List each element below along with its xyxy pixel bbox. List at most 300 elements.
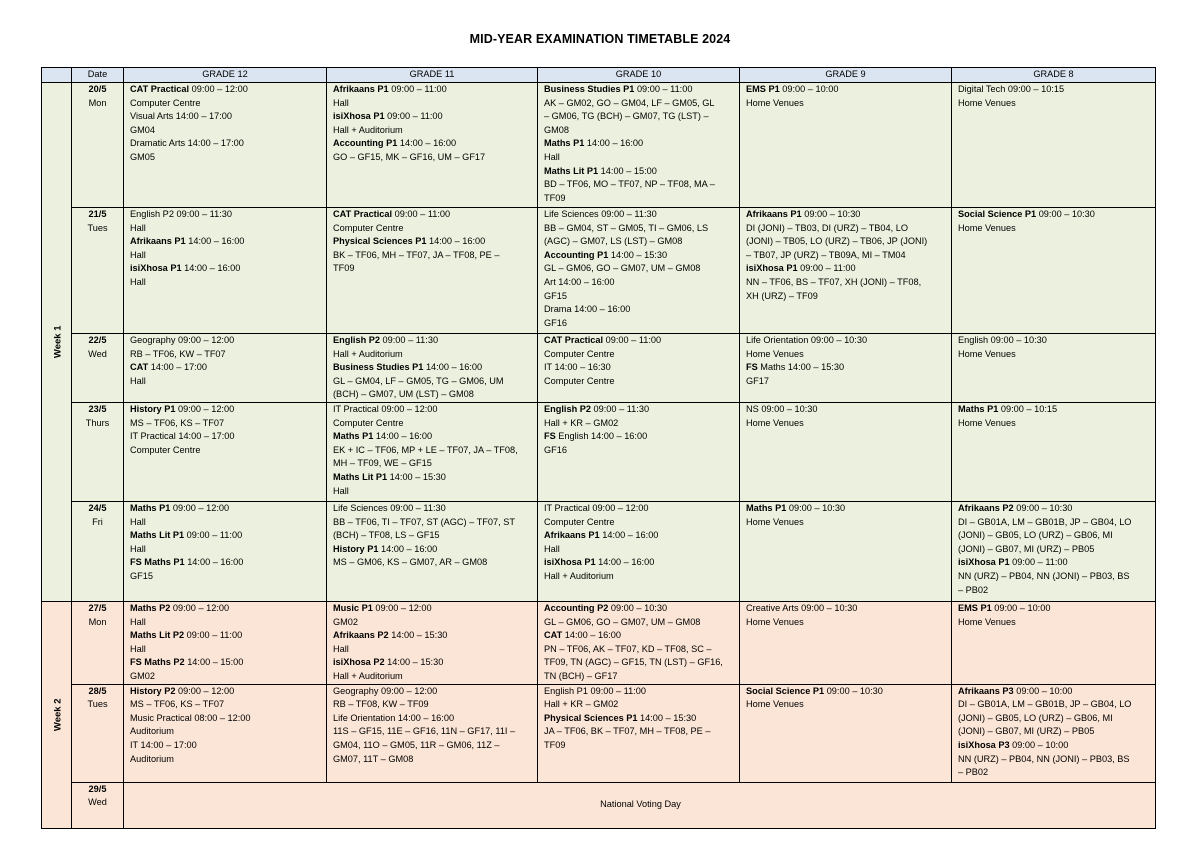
grade-9-cell <box>740 684 952 782</box>
exam-text: 14:00 – 16:00 <box>595 557 655 568</box>
exam-text: IT Practical 14:00 – 17:00 <box>130 431 235 442</box>
exam-line <box>746 290 947 304</box>
exam-line <box>544 303 735 317</box>
exam-text: 14:00 – 16:00 <box>423 362 483 373</box>
header-week <box>42 68 72 83</box>
exam-line <box>958 570 1151 584</box>
exam-text: GL – GM04, LF – GM05, TG – GM06, UM <box>333 375 504 386</box>
exam-text: GM08 <box>544 124 570 135</box>
exam-line <box>333 334 533 348</box>
exam-text: Drama 14:00 – 16:00 <box>544 304 631 315</box>
exam-line <box>130 516 322 530</box>
date-day: Wed <box>88 797 107 808</box>
exam-text: 14:00 – 15:30 <box>387 471 446 482</box>
exam-text: 09:00 – 10:30 <box>786 502 846 513</box>
exam-line <box>333 457 533 471</box>
exam-text: Hall <box>333 97 349 108</box>
date-day: Fri <box>92 516 103 527</box>
exam-text: 09:00 – 10:00 <box>1009 739 1069 750</box>
grade-10-cell <box>538 684 740 782</box>
exam-text: (BCH) – GM07, UM (LST) – GM08 <box>333 389 474 400</box>
subject-bold: isiXhosa P1 <box>130 263 182 274</box>
exam-line <box>130 334 322 348</box>
exam-line <box>746 417 947 431</box>
grade-11-cell <box>327 501 538 601</box>
header-grade-10: GRADE 10 <box>538 68 740 83</box>
grade-9-cell <box>740 402 952 501</box>
exam-line <box>130 276 322 290</box>
table-row <box>42 83 1156 208</box>
exam-text: Home Venues <box>958 348 1016 359</box>
exam-text: BK – TF06, MH – TF07, JA – TF08, PE – <box>333 249 500 260</box>
exam-text: 09:00 – 11:00 <box>184 530 243 541</box>
exam-line <box>130 97 322 111</box>
subject-bold: FS Maths P2 <box>130 657 185 668</box>
exam-text: IT Practical 09:00 – 12:00 <box>544 502 649 513</box>
exam-text: GM02 <box>333 616 359 627</box>
exam-line <box>746 97 947 111</box>
exam-text: 14:00 – 15:00 <box>184 657 244 668</box>
grade-10-cell <box>538 334 740 403</box>
exam-text: PN – TF06, AK – TF07, KD – TF08, SC – <box>544 643 712 654</box>
week-1-cell <box>42 83 72 602</box>
exam-line <box>544 643 735 657</box>
exam-text: 09:00 – 10:00 <box>991 602 1051 613</box>
exam-text: 14:00 – 16:00 <box>397 138 457 149</box>
subject-bold: isiXhosa P1 <box>958 557 1010 568</box>
date-day: Tues <box>87 222 108 233</box>
date-cell <box>72 782 124 828</box>
exam-text: GM04, 11O – GM05, 11R – GM06, 11Z – <box>333 739 500 750</box>
exam-line <box>333 403 533 417</box>
exam-line <box>544 348 735 362</box>
exam-line <box>958 602 1151 616</box>
exam-line <box>333 83 533 97</box>
exam-text: DI (JONI) – TB03, DI (URZ) – TB04, LO <box>746 222 909 233</box>
exam-line <box>958 502 1151 516</box>
exam-line <box>130 616 322 630</box>
exam-text: 09:00 – 10:15 <box>998 403 1058 414</box>
exam-line <box>333 249 533 263</box>
exam-line <box>333 430 533 444</box>
date-day: Mon <box>88 616 107 627</box>
exam-line <box>544 570 735 584</box>
grade-12-cell <box>124 83 327 208</box>
exam-text: Life Orientation 14:00 – 16:00 <box>333 712 455 723</box>
exam-line <box>958 739 1151 753</box>
exam-line <box>544 543 735 557</box>
subject-bold: EMS P1 <box>746 84 780 94</box>
exam-line <box>333 388 533 402</box>
exam-line <box>544 151 735 165</box>
subject-bold: English P2 <box>333 335 380 345</box>
exam-text: (JONI) – TB05, LO (URZ) – TB06, JP (JONI) <box>746 236 928 247</box>
exam-text: 14:00 – 16:00 <box>181 263 241 274</box>
grade-8-cell <box>952 601 1156 684</box>
exam-line <box>544 83 735 97</box>
exam-line <box>333 656 533 670</box>
grade-12-cell <box>124 208 327 334</box>
exam-line <box>958 543 1151 557</box>
exam-text: GF16 <box>544 317 567 328</box>
subject-bold: Maths P1 <box>130 502 171 513</box>
exam-text: Hall <box>130 375 146 386</box>
exam-text: GL – GM06, GO – GM07, UM – GM08 <box>544 263 701 274</box>
date-number: 28/5 <box>88 685 107 696</box>
exam-line <box>958 334 1151 348</box>
subject-bold: Afrikaans P1 <box>544 530 600 541</box>
exam-line <box>746 249 947 263</box>
exam-text: TF09 <box>544 739 566 750</box>
grade-10-cell <box>538 402 740 501</box>
exam-text: Hall <box>544 543 560 554</box>
exam-text: Home Venues <box>746 616 804 627</box>
exam-line <box>130 348 322 362</box>
subject-bold: Accounting P1 <box>544 249 609 260</box>
exam-text: Hall + Auditorium <box>544 570 614 581</box>
grade-10-cell <box>538 501 740 601</box>
table-row <box>42 782 1156 828</box>
grade-9-cell <box>740 208 952 334</box>
exam-text: Computer Centre <box>130 97 201 108</box>
exam-line <box>544 361 735 375</box>
exam-line <box>958 766 1151 780</box>
subject-bold: Business Studies P1 <box>544 84 635 94</box>
exam-line <box>544 444 735 458</box>
exam-text: Home Venues <box>746 417 804 428</box>
date-number: 27/5 <box>88 602 107 613</box>
subject-bold: Maths P1 <box>333 431 374 442</box>
subject-bold: Physical Sciences P1 <box>544 712 638 723</box>
date-cell <box>72 402 124 501</box>
exam-line <box>746 222 947 236</box>
exam-line <box>746 276 947 290</box>
date-cell <box>72 83 124 208</box>
week-label: Week 2 <box>52 698 64 732</box>
exam-text: AK – GM02, GO – GM04, LF – GM05, GL <box>544 97 715 108</box>
exam-line <box>333 375 533 389</box>
exam-line <box>333 516 533 530</box>
subject-bold: Maths Lit P2 <box>130 630 185 641</box>
exam-text: 14:00 – 16:00 <box>378 543 438 554</box>
exam-line <box>958 616 1151 630</box>
exam-line <box>130 698 322 712</box>
exam-line <box>544 178 735 192</box>
subject-bold: Business Studies P1 <box>333 362 424 373</box>
exam-line <box>333 739 533 753</box>
exam-text: GL – GM06, GO – GM07, UM – GM08 <box>544 616 701 627</box>
exam-text: Home Venues <box>958 222 1016 233</box>
header-row <box>42 68 1156 83</box>
subject-bold: Accounting P1 <box>333 138 398 149</box>
exam-line <box>746 262 947 276</box>
subject-bold: FS <box>746 362 758 373</box>
exam-text: Hall <box>130 543 146 554</box>
exam-text: 09:00 – 10:30 <box>608 602 668 613</box>
grade-8-cell <box>952 83 1156 208</box>
exam-line <box>958 417 1151 431</box>
date-number: 22/5 <box>88 335 107 345</box>
subject-bold: Maths P1 <box>746 502 787 513</box>
grade-11-cell <box>327 83 538 208</box>
exam-text: GM04 <box>130 124 156 135</box>
exam-text: 09:00 – 11:00 <box>634 84 693 94</box>
exam-line <box>130 643 322 657</box>
exam-text: NN (URZ) – PB04, NN (JONI) – PB03, BS <box>958 753 1130 764</box>
exam-text: Hall + Auditorium <box>333 348 403 359</box>
subject-bold: Afrikaans P1 <box>333 84 389 94</box>
exam-text: Hall + KR – GM02 <box>544 699 619 710</box>
exam-line <box>544 417 735 431</box>
subject-bold: History P1 <box>130 403 176 414</box>
exam-text: 09:00 – 11:00 <box>603 335 662 345</box>
exam-line <box>544 685 735 699</box>
exam-line <box>333 602 533 616</box>
exam-text: – TB07, JP (URZ) – TB09A, MI – TM04 <box>746 249 906 260</box>
exam-line <box>333 643 533 657</box>
exam-line <box>333 444 533 458</box>
exam-text: Home Venues <box>746 516 804 527</box>
exam-line <box>544 629 735 643</box>
exam-text: Hall <box>544 151 560 162</box>
exam-text: 09:00 – 11:00 <box>184 630 243 641</box>
exam-line <box>958 753 1151 767</box>
exam-line <box>544 670 735 684</box>
exam-line <box>130 529 322 543</box>
exam-text: 09:00 – 12:00 <box>170 602 230 613</box>
date-number: 23/5 <box>88 403 107 414</box>
exam-text: GM07, 11T – GM08 <box>333 753 414 764</box>
exam-line <box>333 502 533 516</box>
exam-line <box>333 685 533 699</box>
subject-bold: FS <box>544 431 556 442</box>
exam-line <box>333 361 533 375</box>
exam-text: Hall + KR – GM02 <box>544 417 619 428</box>
special-day-label: National Voting Day <box>600 799 681 810</box>
exam-line <box>746 235 947 249</box>
exam-line <box>746 502 947 516</box>
exam-line <box>746 516 947 530</box>
exam-line <box>544 97 735 111</box>
grade-12-cell <box>124 334 327 403</box>
exam-text: 14:00 – 16:00 <box>562 630 621 641</box>
subject-bold: Maths Lit P1 <box>130 530 185 541</box>
exam-text: Computer Centre <box>544 375 615 386</box>
exam-text: Visual Arts 14:00 – 17:00 <box>130 111 232 122</box>
exam-line <box>544 334 735 348</box>
exam-text: 09:00 – 10:30 <box>1013 502 1073 513</box>
exam-line <box>544 249 735 263</box>
exam-text: English 09:00 – 10:30 <box>958 335 1047 345</box>
exam-text: BD – TF06, MO – TF07, NP – TF08, MA – <box>544 179 715 190</box>
exam-line <box>130 417 322 431</box>
subject-bold: CAT <box>130 362 149 373</box>
exam-text: 14:00 – 15:30 <box>608 249 668 260</box>
exam-text: 14:00 – 16:00 <box>185 236 245 247</box>
exam-line <box>958 516 1151 530</box>
exam-line <box>544 502 735 516</box>
exam-text: 09:00 – 12:00 <box>189 84 248 94</box>
subject-bold: isiXhosa P1 <box>544 557 596 568</box>
exam-line <box>333 712 533 726</box>
exam-line <box>958 348 1151 362</box>
exam-text: 09:00 – 11:00 <box>392 209 451 219</box>
exam-line <box>130 83 322 97</box>
exam-text: (BCH) – TF08, LS – GF15 <box>333 530 440 541</box>
exam-text: GM05 <box>130 151 156 162</box>
exam-text: GF15 <box>130 570 153 581</box>
exam-text: NN – TF06, BS – TF07, XH (JONI) – TF08, <box>746 276 922 287</box>
exam-line <box>544 698 735 712</box>
exam-text: Hall <box>130 222 146 233</box>
subject-bold: Afrikaans P1 <box>130 236 186 247</box>
exam-line <box>746 616 947 630</box>
exam-line <box>746 375 947 389</box>
exam-text: GF15 <box>544 290 567 301</box>
exam-line <box>130 753 322 767</box>
date-day: Thurs <box>85 417 110 428</box>
exam-line <box>130 430 322 444</box>
exam-text: MS – TF06, KS – TF07 <box>130 417 225 428</box>
exam-line <box>333 151 533 165</box>
exam-line <box>333 417 533 431</box>
exam-line <box>544 235 735 249</box>
exam-text: (JONI) – GB05, LO (URZ) – GB06, MI <box>958 712 1113 723</box>
exam-text: 14:00 – 16:00 <box>584 138 644 149</box>
grade-10-cell <box>538 601 740 684</box>
exam-line <box>544 192 735 206</box>
subject-bold: Maths P2 <box>130 602 171 613</box>
week-2-cell <box>42 601 72 828</box>
exam-text: Hall <box>130 276 146 287</box>
table-row <box>42 208 1156 334</box>
week-label: Week 1 <box>52 325 64 359</box>
exam-line <box>544 403 735 417</box>
subject-bold: History P1 <box>333 543 379 554</box>
exam-text: Home Venues <box>958 417 1016 428</box>
grade-12-cell <box>124 501 327 601</box>
exam-text: Home Venues <box>958 616 1016 627</box>
exam-text: (JONI) – GB07, MI (URZ) – PB05 <box>958 543 1095 554</box>
exam-line <box>544 124 735 138</box>
subject-bold: EMS P1 <box>958 602 992 613</box>
grade-12-cell <box>124 684 327 782</box>
exam-line <box>746 403 947 417</box>
exam-text: NN (URZ) – PB04, NN (JONI) – PB03, BS <box>958 570 1130 581</box>
exam-line <box>333 137 533 151</box>
exam-line <box>746 334 947 348</box>
exam-text: 09:00 – 12:00 <box>372 602 432 613</box>
exam-line <box>544 656 735 670</box>
subject-bold: Maths P1 <box>544 138 585 149</box>
subject-bold: Maths Lit P1 <box>333 471 388 482</box>
exam-text: 09:00 – 10:30 <box>1036 209 1095 219</box>
exam-text: Auditorium <box>130 726 174 737</box>
exam-line <box>130 656 322 670</box>
exam-text: Creative Arts 09:00 – 10:30 <box>746 602 858 613</box>
exam-text: Hall <box>333 643 349 654</box>
exam-line <box>958 403 1151 417</box>
grade-10-cell <box>538 83 740 208</box>
subject-bold: English P2 <box>544 403 591 414</box>
exam-text: Auditorium <box>130 753 174 764</box>
exam-text: 09:00 – 10:00 <box>1013 685 1073 696</box>
exam-line <box>333 616 533 630</box>
date-number: 20/5 <box>88 84 107 94</box>
grade-9-cell <box>740 501 952 601</box>
exam-line <box>544 556 735 570</box>
exam-line <box>333 556 533 570</box>
exam-line <box>544 725 735 739</box>
exam-text: GM02 <box>130 670 156 681</box>
exam-text: 14:00 – 15:30 <box>637 712 697 723</box>
grade-11-cell <box>327 601 538 684</box>
exam-text: MH – TF09, WE – GF15 <box>333 458 432 469</box>
exam-text: Home Venues <box>746 348 804 359</box>
exam-text: Hall <box>130 249 146 260</box>
exam-line <box>746 83 947 97</box>
exam-text: TN (BCH) – GF17 <box>544 670 618 681</box>
header-date: Date <box>72 68 124 83</box>
exam-text: Hall + Auditorium <box>333 124 403 135</box>
header-grade-11: GRADE 11 <box>327 68 538 83</box>
exam-text: GF17 <box>746 375 769 386</box>
exam-line <box>544 137 735 151</box>
exam-text: GF16 <box>544 444 567 455</box>
exam-text: 14:00 – 16:00 <box>184 557 244 568</box>
exam-line <box>130 570 322 584</box>
subject-bold: Accounting P2 <box>544 602 609 613</box>
exam-line <box>544 165 735 179</box>
table-row <box>42 684 1156 782</box>
exam-text: TF09 <box>333 263 355 274</box>
exam-line <box>958 97 1151 111</box>
header-grade-12: GRADE 12 <box>124 68 327 83</box>
exam-text: IT 14:00 – 16:30 <box>544 362 611 373</box>
subject-bold: isiXhosa P1 <box>333 111 385 122</box>
exam-line <box>130 375 322 389</box>
exam-text: XH (URZ) – TF09 <box>746 290 818 301</box>
exam-text: Computer Centre <box>333 417 404 428</box>
exam-text: 09:00 – 12:00 <box>175 685 235 696</box>
subject-bold: Social Science P1 <box>746 685 825 696</box>
exam-line <box>333 124 533 138</box>
exam-line <box>130 137 322 151</box>
exam-text: MS – GM06, KS – GM07, AR – GM08 <box>333 557 488 568</box>
subject-bold: Maths P1 <box>958 403 999 414</box>
exam-line <box>130 670 322 684</box>
exam-text: 14:00 – 15:00 <box>598 165 657 176</box>
exam-line <box>130 685 322 699</box>
exam-text: 14:00 – 17:00 <box>148 362 207 373</box>
exam-line <box>130 502 322 516</box>
grade-12-cell <box>124 402 327 501</box>
date-cell <box>72 208 124 334</box>
exam-text: RB – TF08, KW – TF09 <box>333 699 429 710</box>
exam-line <box>544 712 735 726</box>
exam-line <box>333 208 533 222</box>
exam-text: 09:00 – 10:00 <box>779 84 839 94</box>
subject-bold: CAT <box>544 630 563 641</box>
exam-text: 14:00 – 16:00 <box>373 431 433 442</box>
exam-line <box>544 290 735 304</box>
exam-text: NS 09:00 – 10:30 <box>746 403 818 414</box>
exam-text: 09:00 – 12:00 <box>170 502 230 513</box>
exam-line <box>333 471 533 485</box>
exam-text: EK + IC – TF06, MP + LE – TF07, JA – TF08, <box>333 444 518 455</box>
subject-bold: Maths Lit P1 <box>544 165 599 176</box>
exam-line <box>333 235 533 249</box>
